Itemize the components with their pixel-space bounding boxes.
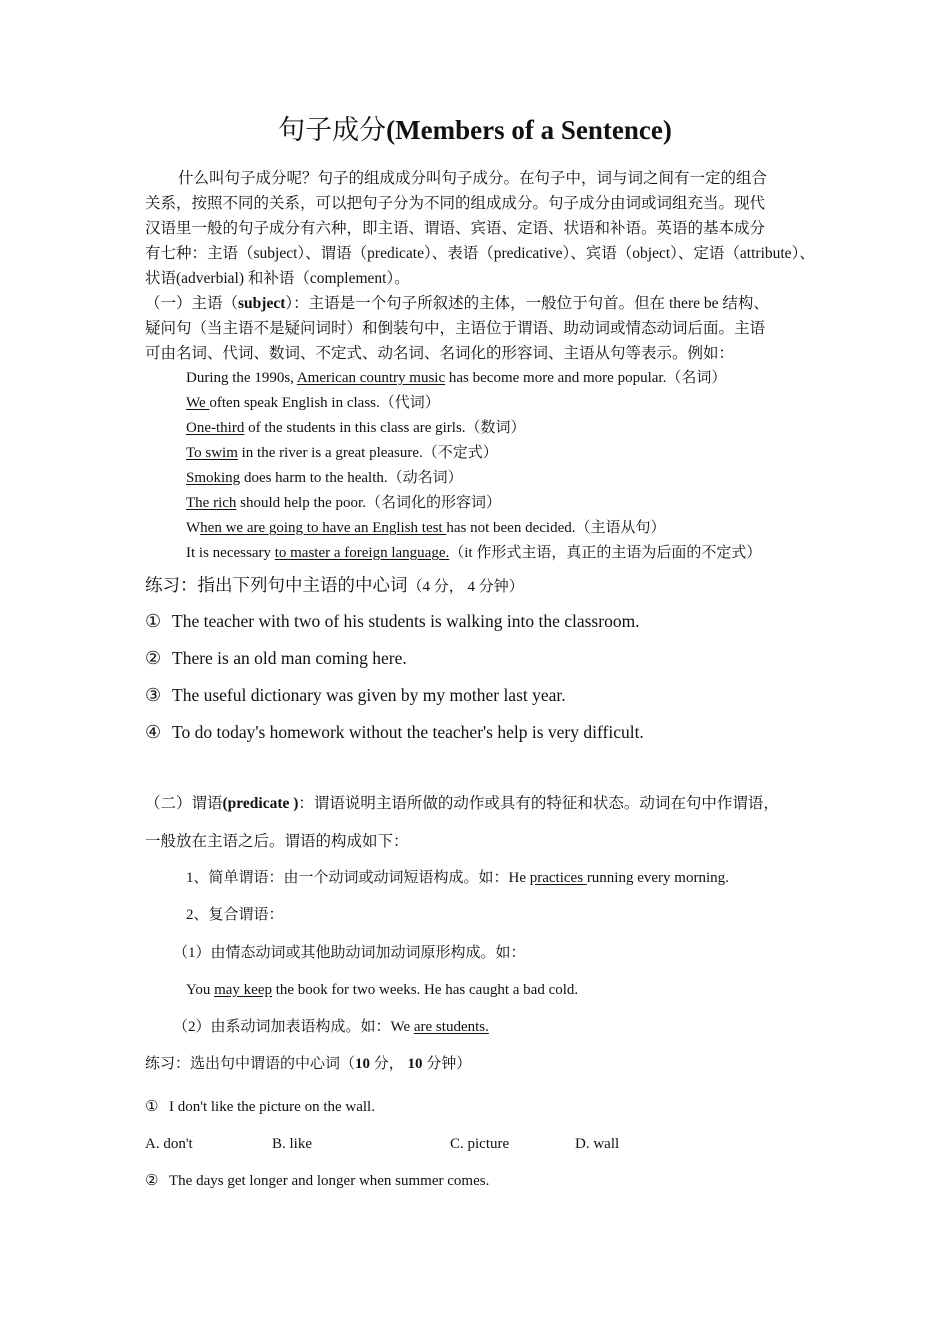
item-number: ④: [145, 722, 162, 742]
title-en: (Members of a Sentence): [386, 115, 672, 145]
item-number: ②: [145, 1173, 159, 1189]
exercise-2-minutes: 10: [407, 1056, 423, 1072]
example-text: should help the poor.（名词化的形容词）: [236, 495, 501, 511]
example-text: （2）由系动词加表语构成。如：We: [173, 1019, 414, 1035]
subject-heading-prefix: （一）主语（: [145, 295, 239, 312]
subject-example: [186, 366, 726, 391]
item-number: ①: [145, 1099, 159, 1115]
exercise-1-item: [145, 645, 407, 671]
subject-heading: [145, 291, 810, 316]
example-underlined: American country music: [296, 370, 446, 386]
intro-line-4: 有七种：主语（subject）、谓语（predicate）、表语（predicative）、宾语（object）、定语（attribute）、: [145, 245, 815, 262]
example-underlined: to master a foreign language.: [274, 545, 450, 561]
intro-line-2: 关系，按照不同的关系，可以把句子分为不同的组成成分。句子成分由词或词组充当。现代: [145, 195, 766, 212]
predicate-term: (predicate ): [222, 795, 299, 812]
subject-example: [186, 416, 526, 441]
exercise-2-question-1: [145, 1095, 375, 1119]
exercise-1-item: [145, 682, 566, 708]
option-b: B. like: [272, 1136, 312, 1152]
option-d: D. wall: [575, 1136, 620, 1152]
example-text: You: [186, 982, 215, 998]
exercise-2-points: 10: [355, 1056, 371, 1072]
subject-heading-rest: ）：主语是一个句子所叙述的主体，一般位于句首。但在 there be 结构、: [285, 295, 769, 312]
item-number: ②: [145, 648, 162, 668]
example-underlined: One-third: [186, 420, 245, 436]
page-title: [0, 112, 950, 148]
item-text: The useful dictionary was given by my mother last year.: [172, 685, 566, 705]
example-underlined: To swim: [186, 445, 238, 461]
exercise-1-score: （4 分， 4 分钟）: [407, 579, 524, 595]
example-text: the book for two weeks. He has caught a bad cold.: [271, 982, 579, 998]
item-text: To do today's homework without the teacher's help is very difficult.: [172, 722, 644, 742]
simple-predicate: [186, 866, 729, 891]
subject-example: [186, 466, 463, 491]
predicate-heading-prefix: （二）谓语: [145, 795, 223, 812]
example-underlined: are students.: [413, 1019, 489, 1035]
example-text: does harm to the health.（动名词）: [240, 470, 463, 486]
item-text: There is an old man coming here.: [172, 648, 407, 668]
exercise-2-text: 分钟）: [422, 1056, 472, 1072]
example-underlined: may keep: [214, 982, 272, 998]
compound-rule-1: （1）由情态动词或其他助动词加动词原形构成。如：: [173, 945, 526, 961]
subject-example: [186, 441, 498, 466]
subject-line-2: 疑问句（当主语不是疑问词时）和倒装句中，主语位于谓语、助动词或情态动词后面。主语: [145, 320, 766, 337]
example-text: has become more and more popular.（名词）: [445, 370, 727, 386]
exercise-2-text: 分，: [370, 1056, 408, 1072]
predicate-line-2: 一般放在主语之后。谓语的构成如下：: [145, 833, 409, 850]
intro-line-5: 状语(adverbial) 和补语（complement）。: [145, 270, 410, 287]
compound-rule-2: [173, 1015, 489, 1040]
compound-example-1: [186, 978, 578, 1003]
example-text: 1、简单谓语：由一个动词或动词短语构成。如：He: [186, 870, 530, 886]
predicate-heading-rest: ：谓语说明主语所做的动作或具有的特征和状态。动词在句中作谓语，: [298, 795, 779, 812]
example-underlined: practices: [529, 870, 587, 886]
example-text: of the students in this class are girls.（数词）: [244, 420, 526, 436]
title-cn: 句子成分: [278, 115, 387, 145]
exercise-2-heading: [145, 1052, 471, 1076]
item-text: I don't like the picture on the wall.: [169, 1099, 375, 1115]
example-underlined: We: [186, 395, 210, 411]
option-c: C. picture: [450, 1136, 510, 1152]
intro-line-1: 什么叫句子成分呢？句子的组成成分叫句子成分。在句子中，词与词之间有一定的组合: [178, 170, 768, 187]
option-a: A. don't: [145, 1136, 193, 1152]
exercise-2-question-2: [145, 1169, 489, 1193]
item-number: ③: [145, 685, 162, 705]
exercise-1-title: 练习：指出下列句中主语的中心词: [145, 575, 408, 595]
item-text: The teacher with two of his students is walking into the classroom.: [172, 611, 640, 631]
intro-line-3: 汉语里一般的句子成分有六种，即主语、谓语、宾语、定语、状语和补语。英语的基本成分: [145, 220, 766, 237]
example-text: has not been decided.（主语从句）: [446, 520, 666, 536]
example-text: running every morning.: [586, 870, 729, 886]
exercise-2-title: 练习：选出句中谓语的中心词（: [145, 1056, 356, 1072]
subject-line-3: 可由名词、代词、数词、不定式、动名词、名词化的形容词、主语从句等表示。例如：: [145, 345, 735, 362]
subject-example: [186, 516, 665, 541]
predicate-heading: [145, 791, 815, 816]
example-underlined: hen we are going to have an English test: [200, 520, 447, 536]
example-text: in the river is a great pleasure.（不定式）: [237, 445, 498, 461]
subject-term: subject: [238, 295, 286, 312]
example-text: （it 作形式主语，真正的主语为后面的不定式）: [449, 545, 762, 561]
example-text: often speak English in class.（代词）: [209, 395, 440, 411]
exercise-1-heading: [145, 572, 524, 600]
exercise-1-item: [145, 719, 644, 745]
example-text: It is necessary: [186, 545, 275, 561]
example-text: During the 1990s,: [186, 370, 297, 386]
example-underlined: Smoking: [186, 470, 241, 486]
item-number: ①: [145, 611, 162, 631]
subject-example: [186, 391, 440, 416]
subject-example: [186, 491, 501, 516]
subject-example: [186, 541, 761, 566]
example-text: W: [186, 520, 201, 536]
exercise-1-item: [145, 608, 640, 634]
item-text: The days get longer and longer when summer comes.: [169, 1173, 490, 1189]
example-underlined: The rich: [186, 495, 237, 511]
compound-predicate: 2、复合谓语：: [186, 907, 284, 923]
